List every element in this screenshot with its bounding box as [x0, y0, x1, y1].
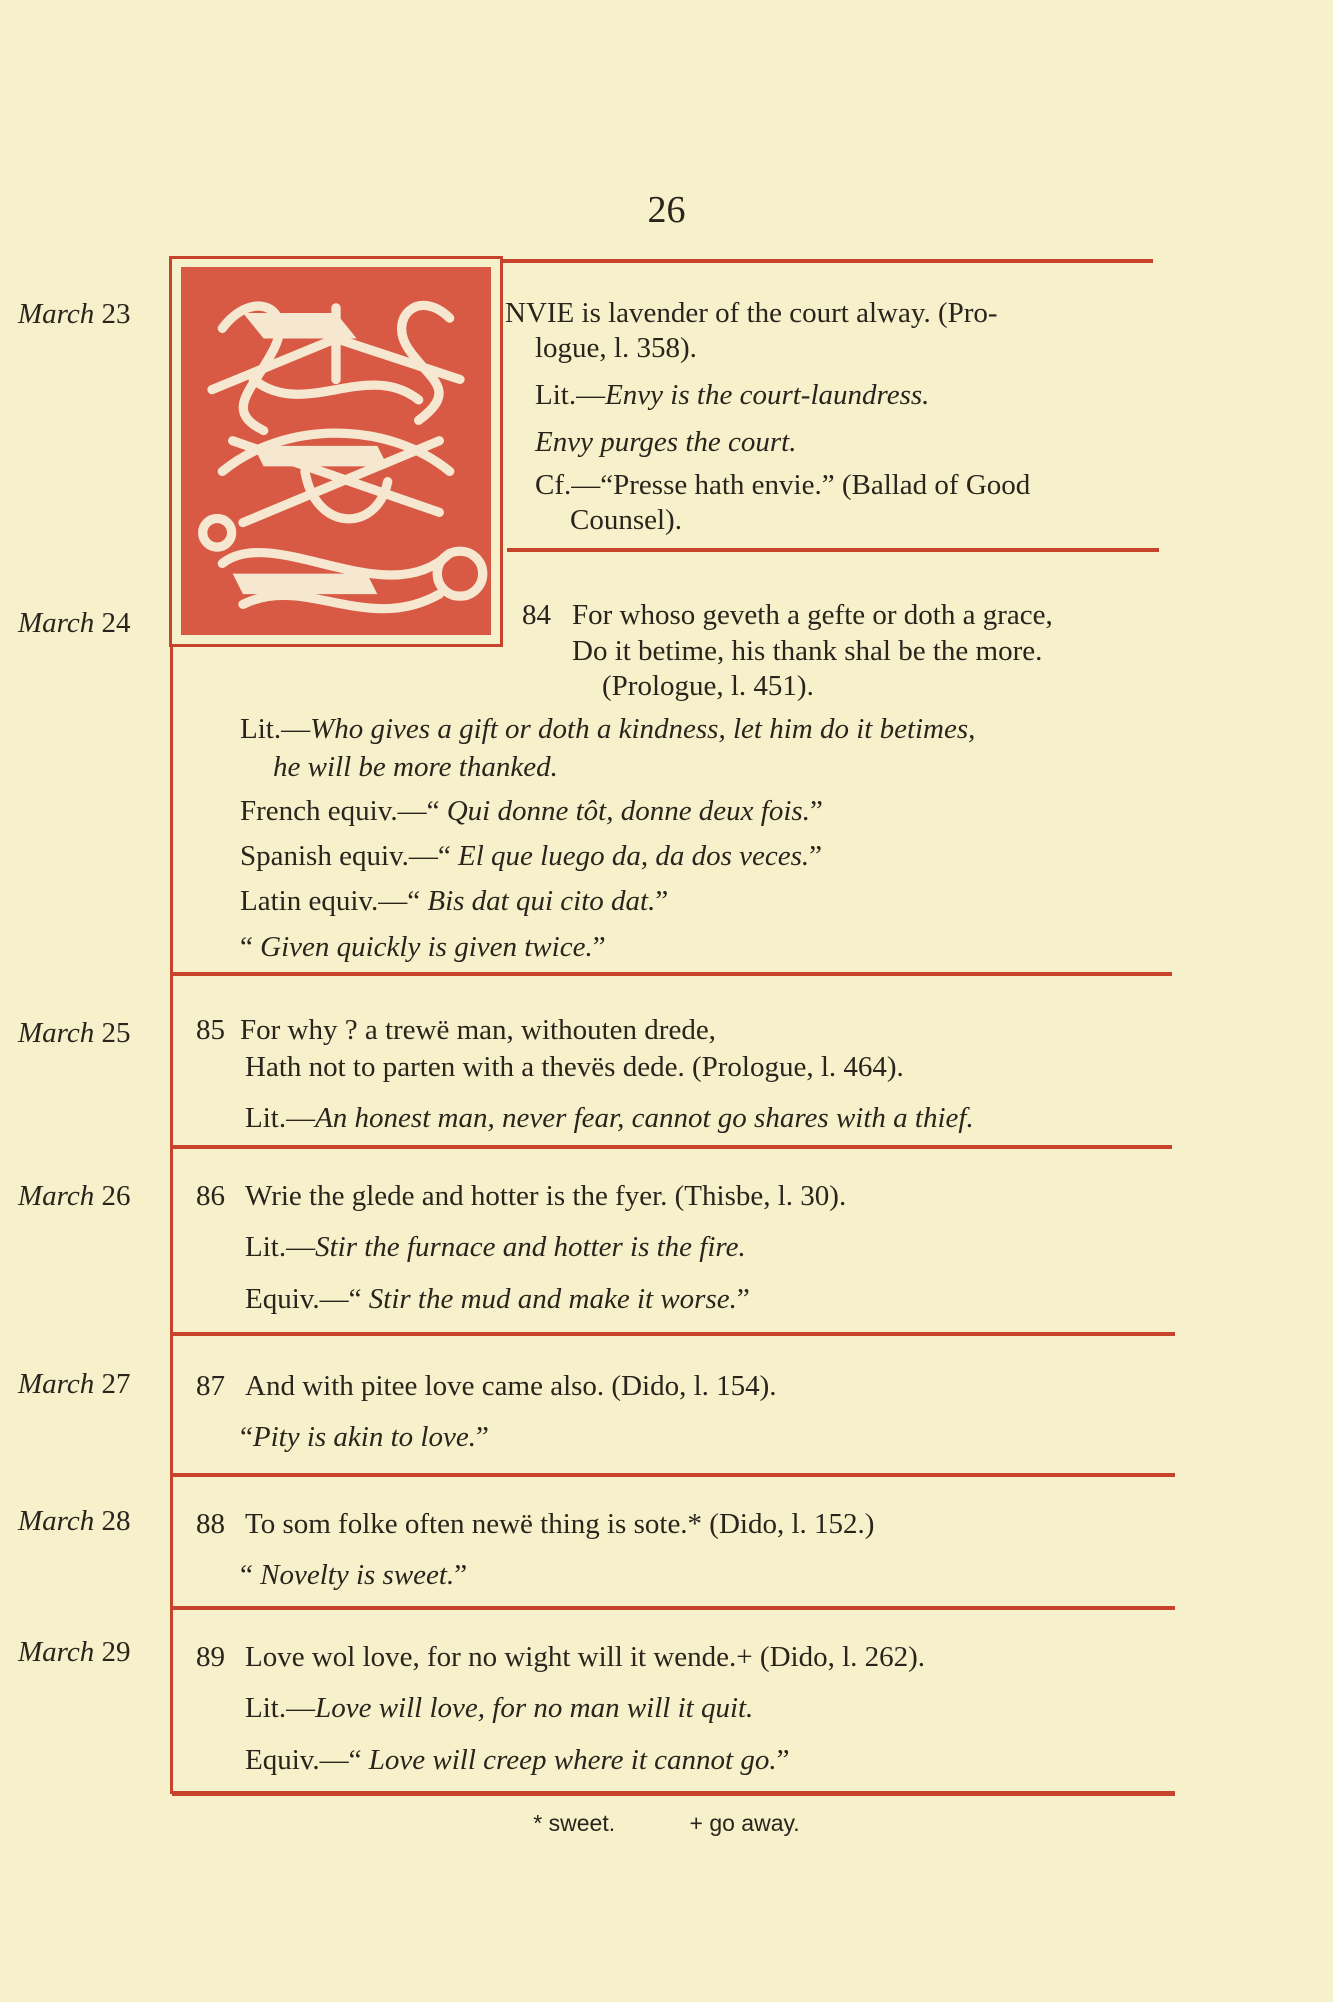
entry-84-french: French equiv.—“ Qui donne tôt, donne deux fois.”	[240, 795, 823, 827]
page-number: 26	[647, 189, 686, 231]
bottom-rule	[172, 1791, 1175, 1796]
entry-84-line-1: For whoso geveth a gefte or doth a grace,	[572, 599, 1053, 631]
date-march-27: March 27	[18, 1368, 131, 1400]
entry-23-cf: Cf.—“Presse hath envie.” (Ballad of Good	[535, 469, 1031, 501]
rule-after-24	[172, 972, 1172, 976]
footnote-sweet: * sweet.	[533, 1810, 616, 1836]
entry-85-line-2: Hath not to parten with a thevës dede. (Prologue, l. 464).	[245, 1051, 904, 1083]
entry-85-lit: Lit.—An honest man, never fear, cannot go shares with a thief.	[245, 1102, 974, 1134]
rule-after-28	[172, 1606, 1175, 1610]
entry-84-number: 84	[522, 599, 551, 631]
footnote-go-away: + go away.	[689, 1810, 800, 1836]
entry-84-line-2: Do it betime, his thank shal be the more.	[572, 635, 1043, 667]
interlace-ornament-icon	[181, 252, 491, 635]
entry-86-equiv: Equiv.—“ Stir the mud and make it worse.”	[245, 1283, 750, 1315]
entry-23-lit: Lit.—Envy is the court-laundress.	[535, 379, 930, 411]
entry-86-line-1: Wrie the glede and hotter is the fyer. (Thisbe, l. 30).	[245, 1180, 847, 1212]
entry-89-number: 89	[196, 1641, 225, 1673]
initial-letter-text: E	[336, 252, 347, 271]
date-march-25: March 25	[18, 1017, 131, 1049]
date-march-26: March 26	[18, 1180, 131, 1212]
entry-87-line-1: And with pitee love came also. (Dido, l. 154).	[245, 1370, 777, 1402]
entry-84-latin: Latin equiv.—“ Bis dat qui cito dat.”	[240, 885, 669, 917]
entry-88-number: 88	[196, 1508, 225, 1540]
entry-87-number: 87	[196, 1370, 225, 1402]
decorated-initial	[169, 252, 503, 647]
rule-after-27	[172, 1473, 1175, 1477]
entry-23-lit-2: Envy purges the court.	[535, 426, 797, 458]
entry-88-line-1: To som folke often newë thing is sote.* (Dido, l. 152.)	[245, 1508, 875, 1540]
date-march-29: March 29	[18, 1636, 131, 1668]
date-march-23: March 23	[18, 298, 131, 330]
entry-23-line-2: logue, l. 358).	[535, 332, 697, 364]
entry-23-cf-2: Counsel).	[570, 504, 682, 536]
entry-85-number: 85	[196, 1014, 225, 1046]
entry-89-equiv: Equiv.—“ Love will creep where it cannot go.”	[245, 1744, 790, 1776]
entry-84-lit-2: he will be more thanked.	[273, 751, 558, 783]
entry-86-number: 86	[196, 1180, 225, 1212]
rule-after-25	[172, 1145, 1172, 1149]
entry-87-quote: “Pity is akin to love.”	[240, 1421, 489, 1453]
rule-after-26	[172, 1332, 1175, 1336]
rule-after-23	[507, 548, 1159, 552]
entry-84-lit: Lit.—Who gives a gift or doth a kindness, let him do it betimes,	[240, 713, 976, 745]
entry-88-quote: “ Novelty is sweet.”	[240, 1559, 468, 1591]
footnotes	[0, 1810, 1333, 1837]
date-march-28: March 28	[18, 1505, 131, 1537]
entry-89-line-1: Love wol love, for no wight will it wende.+ (Dido, l. 262).	[245, 1641, 926, 1673]
entry-84-spanish: Spanish equiv.—“ El que luego da, da dos veces.”	[240, 840, 823, 872]
entry-89-lit: Lit.—Love will love, for no man will it quit.	[245, 1692, 754, 1724]
entry-84-given: “ Given quickly is given twice.”	[240, 931, 606, 963]
entry-86-lit: Lit.—Stir the furnace and hotter is the fire.	[245, 1231, 746, 1263]
top-rule	[497, 259, 1153, 263]
entry-84-line-3: (Prologue, l. 451).	[602, 670, 814, 702]
entry-85-line-1: For why ? a trewë man, withouten drede,	[240, 1014, 716, 1046]
date-march-24: March 24	[18, 607, 131, 639]
entry-23-line-1: NVIE is lavender of the court alway. (Pro-	[505, 297, 998, 329]
left-border-rule	[170, 610, 173, 1794]
